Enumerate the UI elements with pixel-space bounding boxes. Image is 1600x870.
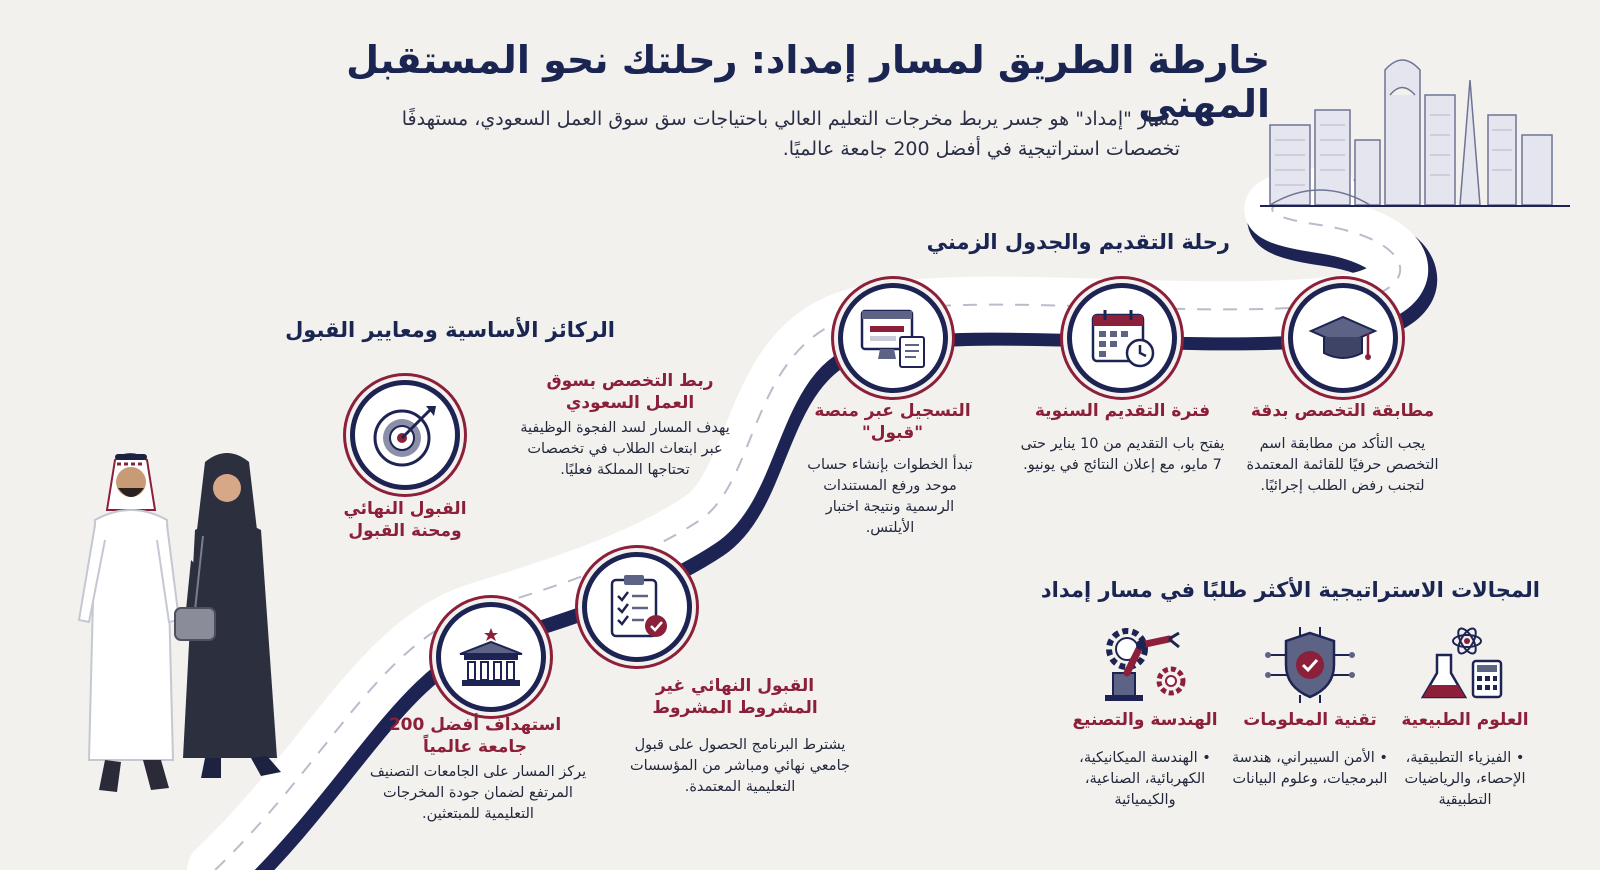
pillar-market-link-body: يهدف المسار لسد الفجوة الوظيفية عبر ابتعاث الطلاب في تخصصات تحتاجها المملكة فعليًا. <box>520 420 730 478</box>
field-it-title: تقنية المعلومات <box>1243 710 1377 730</box>
page-title: خارطة الطريق لمسار إمداد: رحلتك نحو المستقبل المهني <box>346 38 1270 126</box>
calendar-clock-icon <box>1085 301 1159 375</box>
robot-arm-gear-icon <box>1095 625 1195 705</box>
cyber-shield-icon <box>1260 625 1360 705</box>
timeline-step-2-body: يفتح باب التقديم من 10 يناير حتى 7 مايو، مع إعلان النتائج في يونيو. <box>1020 436 1225 473</box>
timeline-step-3-title: التسجيل عبر منصة "قبول" <box>814 401 971 443</box>
timeline-step-3-body: تبدأ الخطوات بإنشاء حساب موحد ورفع المستندات الرسمية ونتيجة اختبار الأيلتس. <box>807 457 973 536</box>
pillar-final-acceptance-title: القبول النهائي ومحنة القبول <box>343 499 467 541</box>
pillars-heading: الركائز الأساسية ومعايير القبول <box>285 318 615 342</box>
timeline-step-2-title: فترة التقديم السنوية <box>1034 401 1211 421</box>
pillar-top200-body: يركز المسار على الجامعات التصنيف المرتفع لضمان جودة المخرجات التعليمية للمبتعثين. <box>369 764 587 822</box>
pillar-top200-title: استهداف أفضل 200 جامعة عالمياً <box>388 715 562 757</box>
male-student-figure <box>79 454 179 792</box>
timeline-heading: رحلة التقديم والجدول الزمني <box>926 230 1230 254</box>
timeline-step-1-body: يجب التأكد من مطابقة اسم التخصص حرفيًا للقائمة المعتمدة لتجنب رفض الطلب إجرائيًا. <box>1246 436 1439 494</box>
field-engineering-title: الهندسة والتصنيع <box>1072 710 1218 730</box>
fields-heading: المجالات الاستراتيجية الأكثر طلبًا في مسار إمداد <box>1040 578 1540 602</box>
field-it-body: • الأمن السيبراني، هندسة البرمجيات، وعلوم البيانات <box>1231 750 1388 787</box>
timeline-step-3-node <box>838 283 948 393</box>
female-student-figure <box>175 453 281 778</box>
science-lab-icon <box>1415 625 1515 705</box>
timeline-step-1-node <box>1288 283 1398 393</box>
field-engineering-body: • الهندسة الميكانيكية، الكهربائية، الصناعية، والكيميائية <box>1079 750 1211 808</box>
students-walking-illustration <box>55 440 315 820</box>
pillar-university-node <box>436 602 546 712</box>
intro-paragraph: مسار "إمداد" هو جسر يربط مخرجات التعليم العالي باحتياجات سق سوق العمل السعودي، مستهدفًا تخصصات استراتيجية في أفضل 200 جامعة عالميًا. <box>401 108 1180 160</box>
online-registration-icon <box>856 301 930 375</box>
pillar-unconditional-title: القبول النهائي غير المشروط المشروط <box>652 676 818 718</box>
field-natural-sciences-title: العلوم الطبيعية <box>1401 710 1529 730</box>
pillar-market-link-title: ربط التخصص بسوق العمل السعودي <box>546 371 714 413</box>
field-natural-sciences-body: • الفيزياء التطبيقية، الإحصاء، والرياضيات التطبيقية <box>1404 750 1526 808</box>
riyadh-skyline-illustration <box>1260 40 1570 215</box>
timeline-step-2-node <box>1067 283 1177 393</box>
graduation-cap-icon <box>1306 301 1380 375</box>
pillar-checklist-node <box>582 552 692 662</box>
target-icon <box>368 398 442 472</box>
pillar-target-node <box>350 380 460 490</box>
university-icon <box>454 620 528 694</box>
timeline-step-1-title: مطابقة التخصص بدقة <box>1250 401 1435 421</box>
checklist-icon <box>600 570 674 644</box>
pillar-unconditional-body: يشترط البرنامج الحصول على قبول جامعي نهائي ومباشر من المؤسسات التعليمية المعتمدة. <box>630 737 850 795</box>
